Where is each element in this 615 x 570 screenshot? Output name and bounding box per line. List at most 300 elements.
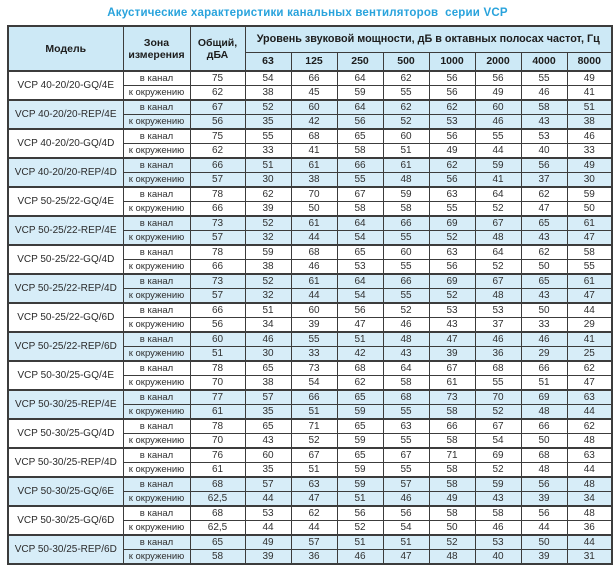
- spl-cell-1000hz: 66: [429, 419, 475, 434]
- header-freq-125: 125: [291, 52, 337, 71]
- table-row: [8, 187, 612, 202]
- spl-cell-63hz: 39: [245, 202, 291, 217]
- spl-cell-8000hz: 33: [567, 144, 612, 159]
- spl-cell-2000hz: 55: [475, 376, 521, 391]
- spl-cell-8000hz: 47: [567, 376, 612, 391]
- spl-cell-500hz: 48: [383, 173, 429, 188]
- total-dba-cell: 70: [190, 376, 245, 391]
- spl-cell-500hz: 55: [383, 86, 429, 101]
- spl-cell-1000hz: 56: [429, 173, 475, 188]
- spl-cell-1000hz: 39: [429, 347, 475, 362]
- spl-cell-1000hz: 63: [429, 187, 475, 202]
- spl-cell-125hz: 46: [291, 260, 337, 275]
- spl-cell-500hz: 55: [383, 289, 429, 304]
- spl-cell-250hz: 46: [337, 550, 383, 565]
- spl-cell-4000hz: 29: [521, 347, 567, 362]
- total-dba-cell: 56: [190, 115, 245, 130]
- spl-cell-4000hz: 66: [521, 419, 567, 434]
- header-sound-power-level: Уровень звуковой мощности, дБ в октавных полосах частот, Гц: [245, 26, 612, 52]
- spl-cell-63hz: 32: [245, 231, 291, 246]
- total-dba-cell: 62,5: [190, 492, 245, 507]
- spl-cell-2000hz: 67: [475, 274, 521, 289]
- header-freq-63: 63: [245, 52, 291, 71]
- spl-cell-63hz: 52: [245, 100, 291, 115]
- measurement-zone-cell: в канал: [123, 216, 190, 231]
- spl-cell-8000hz: 44: [567, 405, 612, 420]
- spl-cell-125hz: 71: [291, 419, 337, 434]
- spl-cell-4000hz: 43: [521, 115, 567, 130]
- spl-cell-1000hz: 58: [429, 405, 475, 420]
- spl-cell-8000hz: 30: [567, 173, 612, 188]
- spl-cell-63hz: 65: [245, 419, 291, 434]
- page-title: Акустические характеристики канальных вентиляторов серии VCP: [107, 7, 508, 19]
- spl-cell-4000hz: 62: [521, 187, 567, 202]
- total-dba-cell: 70: [190, 434, 245, 449]
- header-freq-250: 250: [337, 52, 383, 71]
- spl-cell-4000hz: 56: [521, 506, 567, 521]
- spl-cell-63hz: 65: [245, 361, 291, 376]
- spl-cell-125hz: 36: [291, 550, 337, 565]
- spl-cell-1000hz: 49: [429, 492, 475, 507]
- spl-cell-250hz: 42: [337, 347, 383, 362]
- spl-cell-2000hz: 56: [475, 71, 521, 86]
- header-measurement-zone: Зона измерения: [123, 26, 190, 71]
- spl-cell-4000hz: 48: [521, 463, 567, 478]
- table-row: [8, 477, 612, 492]
- spl-cell-250hz: 64: [337, 216, 383, 231]
- total-dba-cell: 65: [190, 535, 245, 550]
- spl-cell-2000hz: 67: [475, 419, 521, 434]
- measurement-zone-cell: в канал: [123, 129, 190, 144]
- measurement-zone-cell: к окружению: [123, 231, 190, 246]
- spl-cell-63hz: 51: [245, 303, 291, 318]
- measurement-zone-cell: в канал: [123, 303, 190, 318]
- spl-cell-125hz: 68: [291, 245, 337, 260]
- spl-cell-63hz: 55: [245, 129, 291, 144]
- spl-cell-500hz: 55: [383, 405, 429, 420]
- total-dba-cell: 66: [190, 260, 245, 275]
- measurement-zone-cell: к окружению: [123, 202, 190, 217]
- total-dba-cell: 78: [190, 361, 245, 376]
- measurement-zone-cell: в канал: [123, 535, 190, 550]
- spl-cell-4000hz: 37: [521, 173, 567, 188]
- spl-cell-500hz: 51: [383, 535, 429, 550]
- spl-cell-63hz: 52: [245, 216, 291, 231]
- spl-cell-250hz: 56: [337, 115, 383, 130]
- spl-cell-1000hz: 58: [429, 506, 475, 521]
- table-row: [8, 419, 612, 434]
- spl-cell-4000hz: 33: [521, 318, 567, 333]
- measurement-zone-cell: в канал: [123, 390, 190, 405]
- spl-cell-500hz: 58: [383, 202, 429, 217]
- header-model: Модель: [8, 26, 123, 71]
- spl-cell-500hz: 55: [383, 434, 429, 449]
- spl-cell-63hz: 57: [245, 390, 291, 405]
- spl-cell-2000hz: 40: [475, 550, 521, 565]
- spl-cell-2000hz: 53: [475, 535, 521, 550]
- spl-cell-250hz: 56: [337, 506, 383, 521]
- spl-cell-500hz: 67: [383, 448, 429, 463]
- spl-cell-8000hz: 48: [567, 434, 612, 449]
- spl-cell-250hz: 53: [337, 260, 383, 275]
- model-cell: VCP 50-30/25-GQ/4D: [8, 419, 123, 448]
- spl-cell-4000hz: 50: [521, 434, 567, 449]
- spl-cell-8000hz: 36: [567, 521, 612, 536]
- measurement-zone-cell: к окружению: [123, 492, 190, 507]
- spl-cell-125hz: 33: [291, 347, 337, 362]
- spl-cell-8000hz: 29: [567, 318, 612, 333]
- spl-cell-250hz: 64: [337, 100, 383, 115]
- spl-cell-125hz: 50: [291, 202, 337, 217]
- spl-cell-2000hz: 52: [475, 260, 521, 275]
- spl-cell-1000hz: 71: [429, 448, 475, 463]
- total-dba-cell: 61: [190, 405, 245, 420]
- table-row: [8, 303, 612, 318]
- total-dba-cell: 66: [190, 303, 245, 318]
- spl-cell-8000hz: 63: [567, 390, 612, 405]
- measurement-zone-cell: к окружению: [123, 115, 190, 130]
- measurement-zone-cell: в канал: [123, 332, 190, 347]
- spl-cell-4000hz: 48: [521, 405, 567, 420]
- spl-cell-2000hz: 68: [475, 361, 521, 376]
- spl-cell-63hz: 49: [245, 535, 291, 550]
- spl-cell-250hz: 65: [337, 390, 383, 405]
- header-freq-4000: 4000: [521, 52, 567, 71]
- spl-cell-4000hz: 39: [521, 550, 567, 565]
- model-cell: VCP 40-20/20-GQ/4D: [8, 129, 123, 158]
- measurement-zone-cell: к окружению: [123, 86, 190, 101]
- spl-cell-500hz: 59: [383, 187, 429, 202]
- table-row: [8, 245, 612, 260]
- spl-cell-500hz: 47: [383, 550, 429, 565]
- spl-cell-2000hz: 52: [475, 463, 521, 478]
- table-row: [8, 129, 612, 144]
- spl-cell-2000hz: 59: [475, 477, 521, 492]
- spl-cell-8000hz: 31: [567, 550, 612, 565]
- spl-cell-500hz: 62: [383, 100, 429, 115]
- spl-cell-125hz: 62: [291, 506, 337, 521]
- spl-cell-63hz: 38: [245, 376, 291, 391]
- spl-cell-2000hz: 52: [475, 405, 521, 420]
- spl-cell-63hz: 57: [245, 477, 291, 492]
- spl-cell-1000hz: 48: [429, 550, 475, 565]
- spl-cell-4000hz: 46: [521, 332, 567, 347]
- spl-cell-1000hz: 62: [429, 100, 475, 115]
- spl-cell-500hz: 60: [383, 245, 429, 260]
- spl-cell-1000hz: 61: [429, 376, 475, 391]
- spl-cell-4000hz: 55: [521, 71, 567, 86]
- total-dba-cell: 67: [190, 100, 245, 115]
- total-dba-cell: 62,5: [190, 521, 245, 536]
- spl-cell-8000hz: 41: [567, 86, 612, 101]
- spl-cell-8000hz: 44: [567, 303, 612, 318]
- spl-cell-125hz: 41: [291, 144, 337, 159]
- spl-cell-1000hz: 58: [429, 434, 475, 449]
- spl-cell-500hz: 46: [383, 492, 429, 507]
- measurement-zone-cell: в канал: [123, 158, 190, 173]
- total-dba-cell: 58: [190, 550, 245, 565]
- spl-cell-2000hz: 41: [475, 173, 521, 188]
- spl-cell-2000hz: 43: [475, 492, 521, 507]
- spl-cell-4000hz: 46: [521, 86, 567, 101]
- table-row: [8, 390, 612, 405]
- total-dba-cell: 68: [190, 477, 245, 492]
- spl-cell-250hz: 68: [337, 361, 383, 376]
- spl-cell-500hz: 64: [383, 361, 429, 376]
- spl-cell-63hz: 43: [245, 434, 291, 449]
- spl-cell-8000hz: 47: [567, 289, 612, 304]
- model-cell: VCP 50-25/22-REP/4D: [8, 274, 123, 303]
- spl-cell-500hz: 61: [383, 158, 429, 173]
- spl-cell-500hz: 66: [383, 216, 429, 231]
- spl-cell-63hz: 38: [245, 260, 291, 275]
- spl-cell-2000hz: 46: [475, 115, 521, 130]
- measurement-zone-cell: к окружению: [123, 405, 190, 420]
- spl-cell-1000hz: 56: [429, 71, 475, 86]
- spl-cell-63hz: 35: [245, 115, 291, 130]
- spl-cell-1000hz: 69: [429, 274, 475, 289]
- spl-cell-2000hz: 46: [475, 521, 521, 536]
- spl-cell-1000hz: 50: [429, 521, 475, 536]
- model-cell: VCP 50-25/22-GQ/6D: [8, 303, 123, 332]
- total-dba-cell: 57: [190, 173, 245, 188]
- spl-cell-63hz: 38: [245, 86, 291, 101]
- spl-cell-4000hz: 65: [521, 274, 567, 289]
- spl-cell-63hz: 53: [245, 506, 291, 521]
- spl-cell-63hz: 32: [245, 289, 291, 304]
- total-dba-cell: 77: [190, 390, 245, 405]
- spl-cell-250hz: 51: [337, 492, 383, 507]
- spl-cell-2000hz: 64: [475, 187, 521, 202]
- total-dba-cell: 60: [190, 332, 245, 347]
- measurement-zone-cell: в канал: [123, 71, 190, 86]
- measurement-zone-cell: в канал: [123, 187, 190, 202]
- spl-cell-1000hz: 52: [429, 289, 475, 304]
- spl-cell-250hz: 64: [337, 274, 383, 289]
- total-dba-cell: 62: [190, 86, 245, 101]
- spl-cell-500hz: 57: [383, 477, 429, 492]
- spl-cell-125hz: 55: [291, 332, 337, 347]
- header-total-dba: Общий, дБА: [190, 26, 245, 71]
- spl-cell-250hz: 59: [337, 463, 383, 478]
- model-cell: VCP 50-30/25-REP/4E: [8, 390, 123, 419]
- spl-cell-125hz: 44: [291, 231, 337, 246]
- spl-cell-63hz: 44: [245, 492, 291, 507]
- spl-cell-8000hz: 61: [567, 216, 612, 231]
- spl-cell-250hz: 59: [337, 405, 383, 420]
- spl-cell-63hz: 52: [245, 274, 291, 289]
- model-cell: VCP 50-30/25-GQ/4E: [8, 361, 123, 390]
- table-row: [8, 100, 612, 115]
- spl-cell-4000hz: 58: [521, 100, 567, 115]
- spl-cell-8000hz: 47: [567, 231, 612, 246]
- spl-cell-2000hz: 54: [475, 434, 521, 449]
- spl-cell-8000hz: 44: [567, 463, 612, 478]
- spl-cell-4000hz: 68: [521, 448, 567, 463]
- spl-cell-125hz: 60: [291, 303, 337, 318]
- model-cell: VCP 40-20/20-REP/4E: [8, 100, 123, 129]
- spl-cell-8000hz: 44: [567, 535, 612, 550]
- measurement-zone-cell: к окружению: [123, 173, 190, 188]
- spl-cell-250hz: 51: [337, 332, 383, 347]
- spl-cell-500hz: 62: [383, 71, 429, 86]
- spl-cell-63hz: 30: [245, 347, 291, 362]
- spl-cell-500hz: 60: [383, 129, 429, 144]
- spl-cell-125hz: 44: [291, 289, 337, 304]
- spl-cell-2000hz: 48: [475, 289, 521, 304]
- header-freq-8000: 8000: [567, 52, 612, 71]
- spl-cell-250hz: 65: [337, 129, 383, 144]
- spl-cell-63hz: 39: [245, 550, 291, 565]
- spl-cell-250hz: 47: [337, 318, 383, 333]
- spl-cell-125hz: 61: [291, 274, 337, 289]
- spl-cell-63hz: 44: [245, 521, 291, 536]
- spl-cell-250hz: 65: [337, 419, 383, 434]
- spl-cell-8000hz: 63: [567, 448, 612, 463]
- spl-cell-4000hz: 56: [521, 158, 567, 173]
- spl-cell-4000hz: 40: [521, 144, 567, 159]
- spl-cell-1000hz: 62: [429, 158, 475, 173]
- measurement-zone-cell: к окружению: [123, 347, 190, 362]
- measurement-zone-cell: к окружению: [123, 434, 190, 449]
- measurement-zone-cell: в канал: [123, 477, 190, 492]
- spl-cell-2000hz: 52: [475, 202, 521, 217]
- spl-cell-1000hz: 55: [429, 202, 475, 217]
- spl-cell-1000hz: 67: [429, 361, 475, 376]
- total-dba-cell: 78: [190, 187, 245, 202]
- spl-cell-8000hz: 51: [567, 100, 612, 115]
- table-row: [8, 332, 612, 347]
- spl-cell-2000hz: 53: [475, 303, 521, 318]
- spl-cell-8000hz: 25: [567, 347, 612, 362]
- spl-cell-2000hz: 36: [475, 347, 521, 362]
- measurement-zone-cell: в канал: [123, 361, 190, 376]
- spl-cell-63hz: 46: [245, 332, 291, 347]
- spl-cell-8000hz: 59: [567, 187, 612, 202]
- spl-cell-2000hz: 46: [475, 332, 521, 347]
- total-dba-cell: 75: [190, 71, 245, 86]
- spl-cell-500hz: 48: [383, 332, 429, 347]
- table-row: [8, 361, 612, 376]
- measurement-zone-cell: к окружению: [123, 318, 190, 333]
- table-row: [8, 506, 612, 521]
- spl-cell-500hz: 68: [383, 390, 429, 405]
- spl-cell-1000hz: 53: [429, 115, 475, 130]
- total-dba-cell: 68: [190, 506, 245, 521]
- spl-cell-4000hz: 47: [521, 202, 567, 217]
- spl-cell-4000hz: 62: [521, 245, 567, 260]
- spl-cell-250hz: 64: [337, 71, 383, 86]
- spl-cell-63hz: 35: [245, 405, 291, 420]
- spl-cell-500hz: 55: [383, 231, 429, 246]
- spl-cell-1000hz: 43: [429, 318, 475, 333]
- spl-cell-1000hz: 58: [429, 463, 475, 478]
- spl-cell-250hz: 54: [337, 289, 383, 304]
- spl-cell-2000hz: 44: [475, 144, 521, 159]
- spl-cell-4000hz: 51: [521, 376, 567, 391]
- spl-cell-500hz: 63: [383, 419, 429, 434]
- spl-cell-125hz: 61: [291, 216, 337, 231]
- spl-cell-8000hz: 55: [567, 260, 612, 275]
- total-dba-cell: 73: [190, 216, 245, 231]
- measurement-zone-cell: к окружению: [123, 144, 190, 159]
- spl-cell-125hz: 67: [291, 448, 337, 463]
- spl-cell-63hz: 30: [245, 173, 291, 188]
- measurement-zone-cell: к окружению: [123, 289, 190, 304]
- spl-cell-4000hz: 43: [521, 289, 567, 304]
- spl-cell-125hz: 42: [291, 115, 337, 130]
- total-dba-cell: 62: [190, 144, 245, 159]
- spl-cell-125hz: 63: [291, 477, 337, 492]
- spl-cell-63hz: 60: [245, 448, 291, 463]
- table-body: [8, 71, 612, 564]
- table-row: [8, 448, 612, 463]
- model-cell: VCP 50-25/22-REP/6D: [8, 332, 123, 361]
- spl-cell-4000hz: 50: [521, 303, 567, 318]
- spl-cell-1000hz: 56: [429, 86, 475, 101]
- model-cell: VCP 50-30/25-REP/6D: [8, 535, 123, 564]
- spl-cell-4000hz: 50: [521, 535, 567, 550]
- spl-cell-500hz: 66: [383, 274, 429, 289]
- spl-cell-2000hz: 70: [475, 390, 521, 405]
- measurement-zone-cell: в канал: [123, 274, 190, 289]
- table-header: [8, 26, 612, 71]
- spl-cell-8000hz: 58: [567, 245, 612, 260]
- spl-cell-125hz: 51: [291, 405, 337, 420]
- spl-cell-250hz: 52: [337, 521, 383, 536]
- spl-cell-250hz: 59: [337, 86, 383, 101]
- acoustic-characteristics-table: [7, 25, 613, 565]
- spl-cell-125hz: 44: [291, 521, 337, 536]
- spl-cell-125hz: 61: [291, 158, 337, 173]
- spl-cell-125hz: 52: [291, 434, 337, 449]
- model-cell: VCP 50-30/25-GQ/6E: [8, 477, 123, 506]
- spl-cell-4000hz: 44: [521, 521, 567, 536]
- spl-cell-4000hz: 39: [521, 492, 567, 507]
- spl-cell-250hz: 55: [337, 173, 383, 188]
- model-cell: VCP 50-25/22-GQ/4D: [8, 245, 123, 274]
- spl-cell-125hz: 66: [291, 390, 337, 405]
- spl-cell-2000hz: 49: [475, 86, 521, 101]
- total-dba-cell: 73: [190, 274, 245, 289]
- spl-cell-1000hz: 58: [429, 477, 475, 492]
- spl-cell-500hz: 54: [383, 521, 429, 536]
- model-cell: VCP 50-30/25-REP/4D: [8, 448, 123, 477]
- spl-cell-125hz: 68: [291, 129, 337, 144]
- spl-cell-125hz: 57: [291, 535, 337, 550]
- total-dba-cell: 51: [190, 347, 245, 362]
- spl-cell-250hz: 67: [337, 187, 383, 202]
- spl-cell-4000hz: 69: [521, 390, 567, 405]
- spl-cell-250hz: 56: [337, 303, 383, 318]
- measurement-zone-cell: к окружению: [123, 550, 190, 565]
- spl-cell-8000hz: 48: [567, 477, 612, 492]
- spl-cell-63hz: 59: [245, 245, 291, 260]
- total-dba-cell: 66: [190, 202, 245, 217]
- spl-cell-63hz: 62: [245, 187, 291, 202]
- spl-cell-250hz: 65: [337, 245, 383, 260]
- table-row: [8, 71, 612, 86]
- spl-cell-125hz: 39: [291, 318, 337, 333]
- spl-cell-500hz: 43: [383, 347, 429, 362]
- spl-cell-2000hz: 59: [475, 158, 521, 173]
- table-row: [8, 158, 612, 173]
- model-cell: VCP 50-25/22-REP/4E: [8, 216, 123, 245]
- header-freq-500: 500: [383, 52, 429, 71]
- spl-cell-500hz: 51: [383, 144, 429, 159]
- measurement-zone-cell: в канал: [123, 245, 190, 260]
- spl-cell-8000hz: 41: [567, 332, 612, 347]
